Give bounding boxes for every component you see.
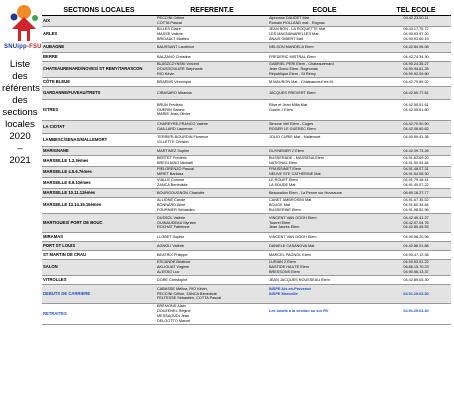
tel-cell [381, 121, 451, 134]
ecole-cell [268, 87, 381, 100]
section-cell: MARSEILLE 4.5.6.7èmes [42, 167, 156, 178]
tel-cell-line: 04.42.07.04.76 [403, 220, 429, 225]
section-cell: ISTRES [42, 100, 156, 121]
tel-cell-line: 04.90.92.09.80 [403, 71, 429, 76]
ecole-cell-line: INSPE Marseille [269, 291, 298, 296]
ecole-cell-line: Goulin 1 Elem [269, 107, 293, 112]
referent-cell-line: RIO Kévin [157, 71, 175, 76]
referent-cell-line: GUERIN Sabine [157, 107, 185, 112]
tel-cell [381, 251, 451, 260]
ecole-cell-line: LURIAN 2 Elem [269, 260, 296, 265]
referent-cell [156, 156, 268, 167]
tel-cell-line: 04.42.09.73.26 [403, 148, 429, 153]
referent-cell-line: MARTINEZ Sophie [157, 148, 190, 153]
section-cell: PORT ST LOUIS [42, 242, 156, 251]
side-title-line: sections [2, 107, 38, 118]
table-row [42, 260, 451, 276]
table-row [42, 198, 451, 214]
referent-cell-line: DOUSSOULIER Stéphanie [157, 67, 203, 72]
tel-cell [381, 43, 451, 53]
referent-cell-line: DUSSOL Valérie [157, 215, 186, 220]
referent-cell [156, 198, 268, 214]
ecole-cell [268, 27, 381, 43]
ecole-cell-line: BOUGE Mat [269, 203, 291, 208]
ecole-cell-line: BUSSERADE - MASSENA Elem [269, 156, 324, 161]
side-title-line: référents [2, 83, 40, 94]
ecole-cell-line [269, 296, 380, 301]
section-cell: GARDANNE/FUVEAU/TRETS [42, 87, 156, 100]
ecole-cell-line: Romain ROLLAND mat - Rognac [269, 21, 325, 25]
table-row [42, 276, 451, 285]
referent-cell-line: GAILLARD Laurence [157, 127, 193, 131]
table-row [42, 233, 451, 242]
section-cell: MARIGNANE [42, 147, 156, 156]
referent-cell-line: ALLIONE Carole [157, 198, 186, 203]
table-row [42, 242, 451, 251]
ecole-cell-line: LA SOUDE Mat [269, 183, 296, 187]
ecole-cell [268, 62, 381, 78]
logo-text: SNUipp-FSU [4, 44, 42, 50]
ecole-cell-line: JOLIO CURIE Mat - Mallemort [269, 135, 321, 140]
ecole-cell [268, 214, 381, 233]
referent-cell-line: DOUZENEL Régine [157, 309, 191, 314]
ecole-cell-line: BRESSONS Elem [269, 269, 300, 274]
referent-cell-line: ZANCA Bénédicte [157, 183, 188, 187]
tel-cell [381, 304, 451, 325]
tel-cell [381, 27, 451, 43]
ecole-cell-line: JEAN JACQUES ROUSSEAU Elem [269, 277, 330, 282]
table-row [42, 167, 451, 178]
table-row [42, 214, 451, 233]
table-row [42, 43, 451, 53]
tel-cell [381, 198, 451, 214]
referent-cell-line: ROCHAT Fabienne [157, 225, 190, 230]
section-cell: ARLES [42, 27, 156, 43]
ecole-cell [268, 156, 381, 167]
tel-cell-line: 04.91.29.63.30 [403, 309, 429, 314]
ecole-cell-line: GUYNEMER 2 Elem [269, 148, 304, 153]
referent-cell [156, 53, 268, 62]
referent-cell-line: CABASSE Mélina, RIO Kévin, [157, 286, 208, 291]
tel-cell-line: 04.90.93.97.20 [403, 32, 429, 37]
referent-cell-line: BONNARD Aline [157, 203, 186, 208]
referent-cell-line: BILLES Claire [157, 27, 181, 32]
referent-cell [156, 214, 268, 233]
section-cell: LA CIOTAT [42, 121, 156, 134]
tel-cell-line [382, 296, 450, 301]
ecole-cell-line: ROGER LE GUEREC Elem [269, 127, 316, 131]
tel-cell [381, 260, 451, 276]
ecole-cell [268, 198, 381, 214]
referent-cell-line: MASSE Valérie [157, 32, 183, 37]
referent-cell [156, 78, 268, 87]
referent-cell-line: LLOBET Sophie [157, 234, 185, 239]
referent-cell [156, 121, 268, 134]
ecole-cell-line: Tourrel Elem [269, 220, 291, 225]
tel-cell-line: 04.91.50.54.84 [403, 161, 429, 165]
tel-cell [381, 16, 451, 27]
section-cell: ST MARTIN DE CRAU [42, 251, 156, 260]
table-header-row [42, 6, 451, 16]
referent-cell [156, 87, 268, 100]
referent-cell-line: MESSAOUDI Jean [157, 314, 190, 318]
tel-cell [381, 62, 451, 78]
referent-cell-line: AGNOLI Valérie [157, 243, 184, 248]
ecole-cell-line: Simone Veil Elem - Cuges [269, 122, 314, 127]
referent-cell-line: PECCINI Céline, ZANCA Bénédicte [157, 291, 217, 296]
ecole-cell [268, 134, 381, 147]
referents-table [42, 6, 451, 325]
table-row [42, 16, 451, 27]
referent-cell-line: FOURNIER Sébastien [157, 207, 195, 212]
section-cell: BERRE [42, 53, 156, 62]
tel-cell-line: 04.90.93.60.19 [403, 36, 429, 41]
referent-cell-line: BOURGOUGNON Charlotte [157, 190, 205, 195]
table-row [42, 62, 451, 78]
section-cell: SALON [42, 260, 156, 276]
referent-cell-line: BAUSSANT Laurence [157, 45, 195, 50]
referent-cell [156, 167, 268, 178]
tel-cell [381, 78, 451, 87]
table-row [42, 134, 451, 147]
ecole-cell-line: DANIELE CASANOVA Mat [269, 243, 315, 248]
ecole-cell-line: VINCENT VAN GOGH Elem [269, 234, 317, 239]
tel-cell-line: 04.90.56.13.37 [403, 269, 429, 274]
tel-cell-line: 04.90.47.12.36 [403, 252, 429, 257]
tel-cell-line: 06.43.17.75.72 [403, 27, 429, 32]
tel-cell-line: 04.42.84.06.08 [403, 45, 429, 50]
ecole-cell [268, 100, 381, 121]
section-cell: MARSEILLE 1.2.3èmes [42, 156, 156, 167]
side-title [2, 59, 38, 167]
tel-cell-line: 04.91.60.34.84 [403, 203, 429, 208]
ecole-cell-line [269, 319, 380, 324]
referent-cell-line: BRIDAULT Mattieu [157, 36, 189, 41]
referent-cell-line: PIELORENZO Pascal [157, 167, 194, 172]
tel-cell-line: 04.91.98.52.96 [403, 207, 429, 212]
header-ecole: ECOLE [268, 6, 381, 16]
ecole-cell [268, 304, 381, 325]
referent-cell-line: VILLETTE Christel [157, 140, 189, 144]
referent-cell-line: MIRET Barbara [157, 172, 184, 176]
section-cell: MARSEILLE 8.9.10èmes [42, 178, 156, 189]
tel-cell [381, 100, 451, 121]
ecole-cell [268, 147, 381, 156]
referent-cell-line: ESCANDE Béatrice [157, 260, 191, 265]
referent-cell [156, 62, 268, 78]
table-row [42, 78, 451, 87]
ecole-cell-line: FRAISSINET Elem [269, 167, 301, 172]
tel-cell-line: 04.42.80.45.53 [403, 225, 429, 230]
referent-cell-line: GUINAUDEAU Myriam [157, 220, 196, 225]
ecole-cell-line [269, 112, 380, 117]
tel-cell-line: 04.42.08.60.62 [403, 127, 429, 131]
tel-cell-line: 04.42.65.77.61 [403, 90, 429, 95]
tel-cell [381, 156, 451, 167]
header-tel: TEL ECOLE [381, 6, 451, 16]
ecole-cell-line: République Elem - St Rémy [269, 71, 316, 76]
ecole-cell [268, 78, 381, 87]
tel-cell-line: 04.42.55.51.61 [403, 102, 429, 107]
section-cell: MARTIGUES/ PORT DE BOUC [42, 214, 156, 233]
ecole-cell-line: ANAIS GIBERT Mat [269, 36, 303, 41]
table-row [42, 121, 451, 134]
section-cell: DEBUTS DE CARRIERE [42, 285, 156, 304]
tel-cell-line: 04.90.59.41.36 [403, 135, 429, 140]
referent-cell [156, 100, 268, 121]
tel-cell-line [382, 140, 450, 145]
referent-cell [156, 242, 268, 251]
referent-cell [156, 134, 268, 147]
ecole-cell [268, 16, 381, 27]
referent-cell [156, 285, 268, 304]
tel-cell [381, 242, 451, 251]
table-row [42, 156, 451, 167]
section-cell: AUBAGNE [42, 43, 156, 53]
side-title-line: des [12, 95, 28, 106]
ecole-cell [268, 260, 381, 276]
section-cell: CHATEAURENARD/NOVES/ ST REMY/TARASCON [42, 62, 156, 78]
referent-cell [156, 147, 268, 156]
ecole-cell [268, 285, 381, 304]
table-row [42, 87, 451, 100]
tel-cell-line: 04.42.70.90.90 [403, 122, 429, 127]
ecole-cell-line: VINCENT VAN GOGH Elem [269, 215, 317, 220]
table-row [42, 27, 451, 43]
referent-cell [156, 189, 268, 198]
section-cell: AIX [42, 16, 156, 27]
side-title-line: Liste des [9, 59, 31, 82]
tel-cell [381, 87, 451, 100]
ecole-cell [268, 189, 381, 198]
ecole-cell-line: INSPE Aix-en-Provence [269, 286, 312, 291]
section-cell: MARSEILLE 13.14.15.16èmes [42, 198, 156, 214]
ecole-cell-line: NEUVE STE CATHERINE Mat [269, 172, 321, 176]
tel-cell [381, 285, 451, 304]
referent-cell-line: BRUN Frédéric [157, 102, 183, 107]
referent-cell [156, 178, 268, 189]
referent-cell-line: FELTESSE Sébastien, COTTA Pascal [157, 296, 222, 301]
section-cell: MIRAMAS [42, 233, 156, 242]
tel-cell-line: 04.90.58.20.96 [403, 234, 429, 239]
ecole-cell-line: M.MAURON Mat - Chateauneuf les M. [269, 79, 334, 84]
tel-cell-line: 06.86.15.70.23 [403, 265, 429, 270]
tel-cell [381, 147, 451, 156]
tel-cell-line: 04.91.54.08.30 [403, 172, 429, 176]
table-row [42, 100, 451, 121]
side-title-line: – [17, 143, 23, 154]
ecole-cell [268, 251, 381, 260]
table-row [42, 53, 451, 62]
referent-cell [156, 251, 268, 260]
referent-cell [156, 276, 268, 285]
tel-cell-line: 04.42.74.34.30 [403, 54, 429, 59]
referent-cell-line: BREMOND Alain [157, 304, 186, 309]
ecole-cell-line: LE ROUET Elem [269, 178, 298, 183]
referent-cell [156, 43, 268, 53]
table-row [42, 178, 451, 189]
table-row [42, 189, 451, 198]
ecole-cell-line: Les lundis à la section ou sur RV [269, 309, 329, 314]
tel-cell [381, 276, 451, 285]
tel-cell-line: 06.69.18.27.77 [403, 190, 429, 195]
referent-cell [156, 16, 268, 27]
ecole-cell [268, 178, 381, 189]
referent-cell-line: BREGLIANO Mickaël [157, 161, 194, 165]
ecole-cell [268, 43, 381, 53]
ecole-cell-line: BUSSERINE Elem [269, 207, 301, 212]
ecole-cell-line: JEAN BON - LA ROQUETTE Mat [269, 27, 326, 32]
tel-cell-line: 04.91.62.69.20 [403, 156, 429, 161]
referent-cell-line: PECCINI Céline [157, 16, 185, 21]
table-row [42, 251, 451, 260]
tel-cell-line [382, 319, 450, 324]
section-cell: MARSEILLE 10.11.12èmes [42, 189, 156, 198]
tel-cell-line: 04.91.29.63.30 [403, 291, 429, 296]
tel-cell-line: 04.42.79.89.02 [403, 79, 429, 84]
tel-cell [381, 214, 451, 233]
referent-cell-line: DELGOTTO Marcel [157, 318, 191, 323]
tel-cell [381, 178, 451, 189]
ecole-cell-line: NELSON MANDELA Elem [269, 45, 314, 50]
referent-cell [156, 233, 268, 242]
ecole-cell [268, 53, 381, 62]
referent-cell-line: BLASZCZYNSKI Vincent [157, 62, 200, 67]
tel-cell-line: 04.91.48.07.31 [403, 167, 429, 172]
table-row [42, 304, 451, 325]
tel-cell [381, 233, 451, 242]
ecole-cell-line: GABRIEL PERI Elem - Chateaurenard [269, 62, 334, 67]
tel-cell-line: 04.42.23.50.11 [403, 16, 429, 21]
referent-cell-line: VIALLE Corinne [157, 178, 185, 183]
referent-cell-line: DORE Christophe [157, 277, 188, 282]
referent-cell-line: AKLIOUAT Virginie [157, 265, 190, 270]
tel-cell-line: 04.42.86.01.88 [403, 243, 429, 248]
referent-cell-line: MARIE Jean-Olivier [157, 112, 191, 117]
tel-cell [381, 167, 451, 178]
ecole-cell-line: Jean Giono Elem- Rognonas [269, 67, 318, 72]
header-section: SECTIONS LOCALES [42, 6, 156, 16]
section-cell: LAMBESC/SENAS/MALLEMORT [42, 134, 156, 147]
section-cell: RETRAITES [42, 304, 156, 325]
tel-cell-line: 04.90.53.91.22 [403, 260, 429, 265]
ecole-cell-line: LES MAGNANARELLES Mat [269, 32, 319, 37]
tel-cell-line: 04.91.40.07.22 [403, 183, 429, 187]
side-title-line: 2021 [9, 155, 31, 166]
ecole-cell-line: NATIONAL Elem [269, 161, 298, 165]
referent-cell-line: BERTET Frédéric [157, 156, 187, 161]
side-title-line: locales [5, 119, 35, 130]
referent-cell [156, 260, 268, 276]
section-cell: VITROLLES [42, 276, 156, 285]
tel-cell-line: 04.42.55.61.80 [403, 107, 429, 112]
header-referent: REFERENT.E [156, 6, 268, 16]
ecole-cell-line: BASTIDE HAUTE Elem [269, 265, 309, 270]
ecole-cell [268, 276, 381, 285]
table-row [42, 285, 451, 304]
tel-cell [381, 189, 451, 198]
referent-cell-line: ALESSO Luc [157, 269, 180, 274]
referent-cell [156, 27, 268, 43]
ecole-cell-line: MARCEL PAGNOL Elem [269, 252, 311, 257]
ecole-cell-line [269, 140, 380, 145]
tel-cell-line: 04.91.67.35.52 [403, 198, 429, 203]
referent-cell-line: BEATRIX Philippe [157, 252, 188, 257]
tel-cell-line: 04.90.94.61.28 [403, 67, 429, 72]
tel-cell [381, 134, 451, 147]
referent-cell [156, 304, 268, 325]
tel-cell-line: 04.42.49.41.27 [403, 215, 429, 220]
side-title-line: 2020 [9, 131, 31, 142]
ecole-cell-line: Alphonse DAUDET Mat [269, 16, 309, 21]
tel-cell-line: 04.42.89.05.30 [403, 277, 429, 282]
referent-cell-line: CHAREYRE-FRANCO Valérie [157, 122, 208, 127]
ecole-cell [268, 242, 381, 251]
ecole-cell-line: Beauvallon Elem - La Penne sur Huveaune [269, 190, 342, 195]
section-cell: CÔTE BLEUE [42, 78, 156, 87]
referent-cell-line: CIRASARO Miranda [157, 90, 192, 95]
ecole-cell [268, 233, 381, 242]
table-row [42, 147, 451, 156]
referent-cell-line: COTTA Pascal [157, 21, 182, 25]
ecole-cell-line: CANET AMBROSINI Mat [269, 198, 312, 203]
referent-cell-line: BRAËMS Véronique [157, 79, 192, 84]
tel-cell-line [382, 112, 450, 117]
referent-cell-line: TERRIER-BOURDIN Florence [157, 135, 209, 140]
tel-cell-line: 04.90.24.35.27 [403, 62, 429, 67]
ecole-cell-line: JACQUES PREVERT Elem [269, 90, 316, 95]
ecole-cell [268, 167, 381, 178]
tel-cell-line [382, 21, 450, 26]
tel-cell-line: 04.91.79.16.41 [403, 178, 429, 183]
ecole-cell [268, 121, 381, 134]
tel-cell [381, 53, 451, 62]
ecole-cell-line: Jean Jaurès Elem [269, 225, 300, 230]
referent-cell-line: BALZANO Christine [157, 54, 191, 59]
ecole-cell-line: Elise et Jean Milla Mat [269, 102, 307, 107]
ecole-cell-line: FREDERIC MISTRAL Elem [269, 54, 316, 59]
